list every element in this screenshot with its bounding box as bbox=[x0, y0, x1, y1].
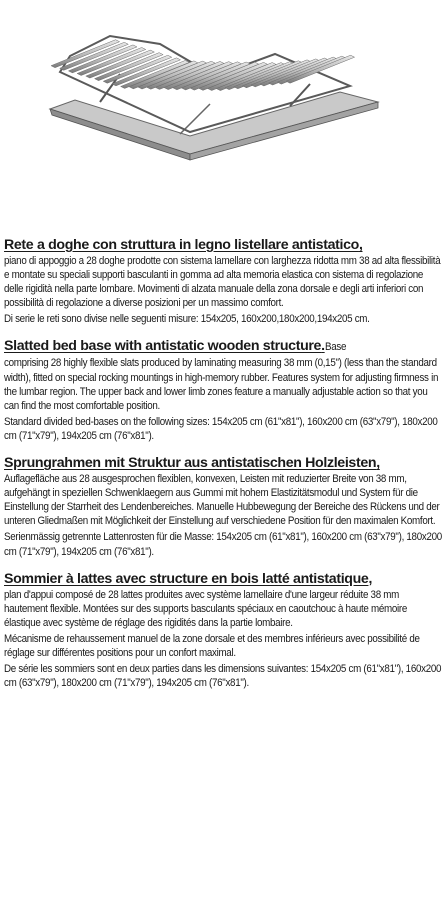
paragraph-english-1: comprising 28 highly flexible slats produced by laminating measuring 38 mm (0,15") (less than the standard width), fitted on special rocking mountings in high-memory rubber. Features system for adjusting firmness in the lumbar region. The upper back and lower limb zones feature a manually adjustable action so that you can find the most comfortable position. bbox=[4, 357, 439, 412]
paragraph-italian-1: piano di appoggio a 28 doghe prodotte con sistema lamellare con larghezza ridotta mm 38 ad alta flessibilità e montate su speciali supporti basculanti in gomma ad alta memoria elastica con sistema di regolazione delle rigidità nella parte lombare. Movimenti di alzata manuale della zona dorsale e degli arti inferiori con possibilità di regolazione a diverse posizioni per un massimo comfort. bbox=[4, 255, 441, 310]
section-english bbox=[4, 337, 442, 443]
heading-italian-punct: , bbox=[358, 236, 363, 252]
section-italian bbox=[4, 236, 442, 326]
heading-english: Slatted bed base with antistatic wooden structure bbox=[4, 338, 322, 355]
section-french bbox=[4, 570, 442, 691]
product-description bbox=[4, 236, 442, 701]
slatted-bed-base-image bbox=[40, 14, 380, 164]
heading-italian: Rete a doghe con struttura in legno listellare antistatico bbox=[4, 237, 359, 253]
paragraph-french-1: plan d'appui composé de 28 lattes produites avec système lamellaire d'une largeur réduite 38 mm hautement flexible. Montées sur des supports basculants spéciaux en caoutchouc à haute mémoire élastique avec système de réglage des rigidités dans la partie lombaire. bbox=[4, 588, 407, 629]
paragraph-french-2: Mécanisme de rehaussement manuel de la zone dorsale et des membres inférieurs avec possibilité de réglage sur différentes positions pour un confort maximal. bbox=[4, 632, 420, 659]
heading-french-punct: , bbox=[368, 569, 373, 586]
heading-english-punct: . bbox=[321, 337, 325, 354]
heading-german-punct: , bbox=[376, 454, 380, 471]
paragraph-german-1: Auflagefläche aus 28 ausgesprochen flexiblen, konvexen, Leisten mit reduzierter Breite von 38 mm, aufgehängt in speziellen Schwenklaegern aus Gummi mit hohem Elastizitätsmodul und System für die Einstellung der Starrheit des Lendenbereiches. Manuelle Hubbewegung der Bereiche des Rückens und der unteren Gliedmaßen mit Möglichkeit der Einstellung auf verschiedene Position für den maximalen Komfort. bbox=[4, 473, 440, 528]
paragraph-french-3: De série les sommiers sont en deux parties dans les dimensions suivantes: 154x205 cm (61"x81"), 160x200 cm (63"x79"), 180x200 cm (71"x79"), 194x205 cm (76"x81"). bbox=[4, 663, 442, 690]
paragraph-english-2: Standard divided bed-bases on the following sizes: 154x205 cm (61"x81"), 160x200 cm (63"x79"), 180x200 cm (71"x79"), 194x205 cm (76"x81"). bbox=[4, 415, 438, 442]
paragraph-italian-2: Di serie le reti sono divise nelle seguenti misure: 154x205, 160x200,180x200,194x205 cm. bbox=[4, 313, 370, 326]
paragraph-german-2: Serienmässig getrennte Lattenrosten für die Masse: 154x205 cm (61"x81"), 160x200 cm (63"x79"), 180x200 cm (71"x79"), 194x205 cm (76"x81"). bbox=[4, 531, 442, 558]
heading-english-intro: Base bbox=[324, 341, 346, 354]
heading-french: Sommier à lattes avec structure en bois latté antistatique bbox=[4, 570, 369, 587]
heading-german: Sprungrahmen mit Struktur aus antistatischen Holzleisten bbox=[4, 455, 377, 472]
section-german bbox=[4, 454, 442, 559]
